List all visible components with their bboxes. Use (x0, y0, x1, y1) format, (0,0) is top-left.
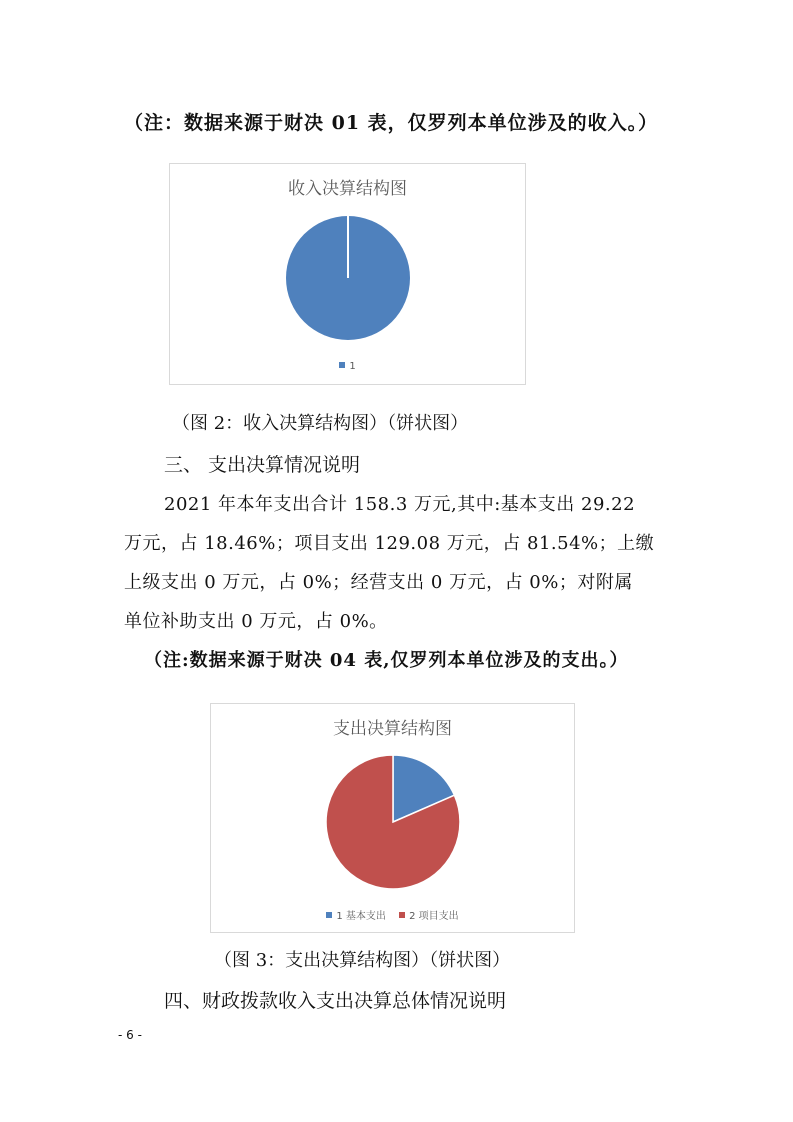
expenditure-paragraph-line: 万元，占 18.46%；项目支出 129.08 万元，占 81.54%；上缴 (124, 533, 655, 554)
expenditure-chart-legend (211, 907, 574, 922)
expenditure-paragraph-line: 2021 年本年支出合计 158.3 万元,其中:基本支出 29.22 (164, 494, 636, 515)
income-data-source-note: （注：数据来源于财决 01 表，仅罗列本单位涉及的收入。） (124, 112, 659, 134)
section-heading-fiscal-appropriation: 四、财政拨款收入支出决算总体情况说明 (164, 990, 507, 1012)
legend-swatch-icon (399, 912, 405, 918)
page-number: - 6 - (118, 1028, 142, 1042)
legend-label: 1 基本支出 (336, 911, 386, 922)
legend-swatch-icon (326, 912, 332, 918)
expenditure-chart-caption: （图 3：支出决算结构图）（饼状图） (214, 950, 511, 971)
legend-label: 1 (349, 361, 356, 372)
income-structure-chart (169, 163, 526, 385)
expenditure-paragraph-line: 单位补助支出 0 万元，占 0%。 (124, 611, 388, 632)
section-heading-expenditure: 三、 支出决算情况说明 (164, 454, 361, 476)
expenditure-chart-title: 支出决算结构图 (333, 719, 452, 739)
legend-item (326, 907, 386, 922)
expenditure-structure-chart (210, 703, 575, 933)
legend-item (339, 361, 355, 372)
legend-label: 2 项目支出 (409, 911, 459, 922)
expenditure-pie-chart (211, 704, 576, 934)
expenditure-paragraph-line: 上级支出 0 万元，占 0%；经营支出 0 万元，占 0%；对附属 (124, 572, 633, 593)
legend-item (399, 907, 459, 922)
income-chart-legend (170, 361, 525, 372)
income-chart-caption: （图 2：收入决算结构图）（饼状图） (172, 413, 469, 434)
income-pie-chart (170, 164, 527, 386)
legend-swatch-icon (339, 362, 345, 368)
income-chart-title: 收入决算结构图 (288, 179, 407, 199)
expenditure-data-source-note: （注:数据来源于财决 04 表,仅罗列本单位涉及的支出。） (144, 650, 629, 671)
